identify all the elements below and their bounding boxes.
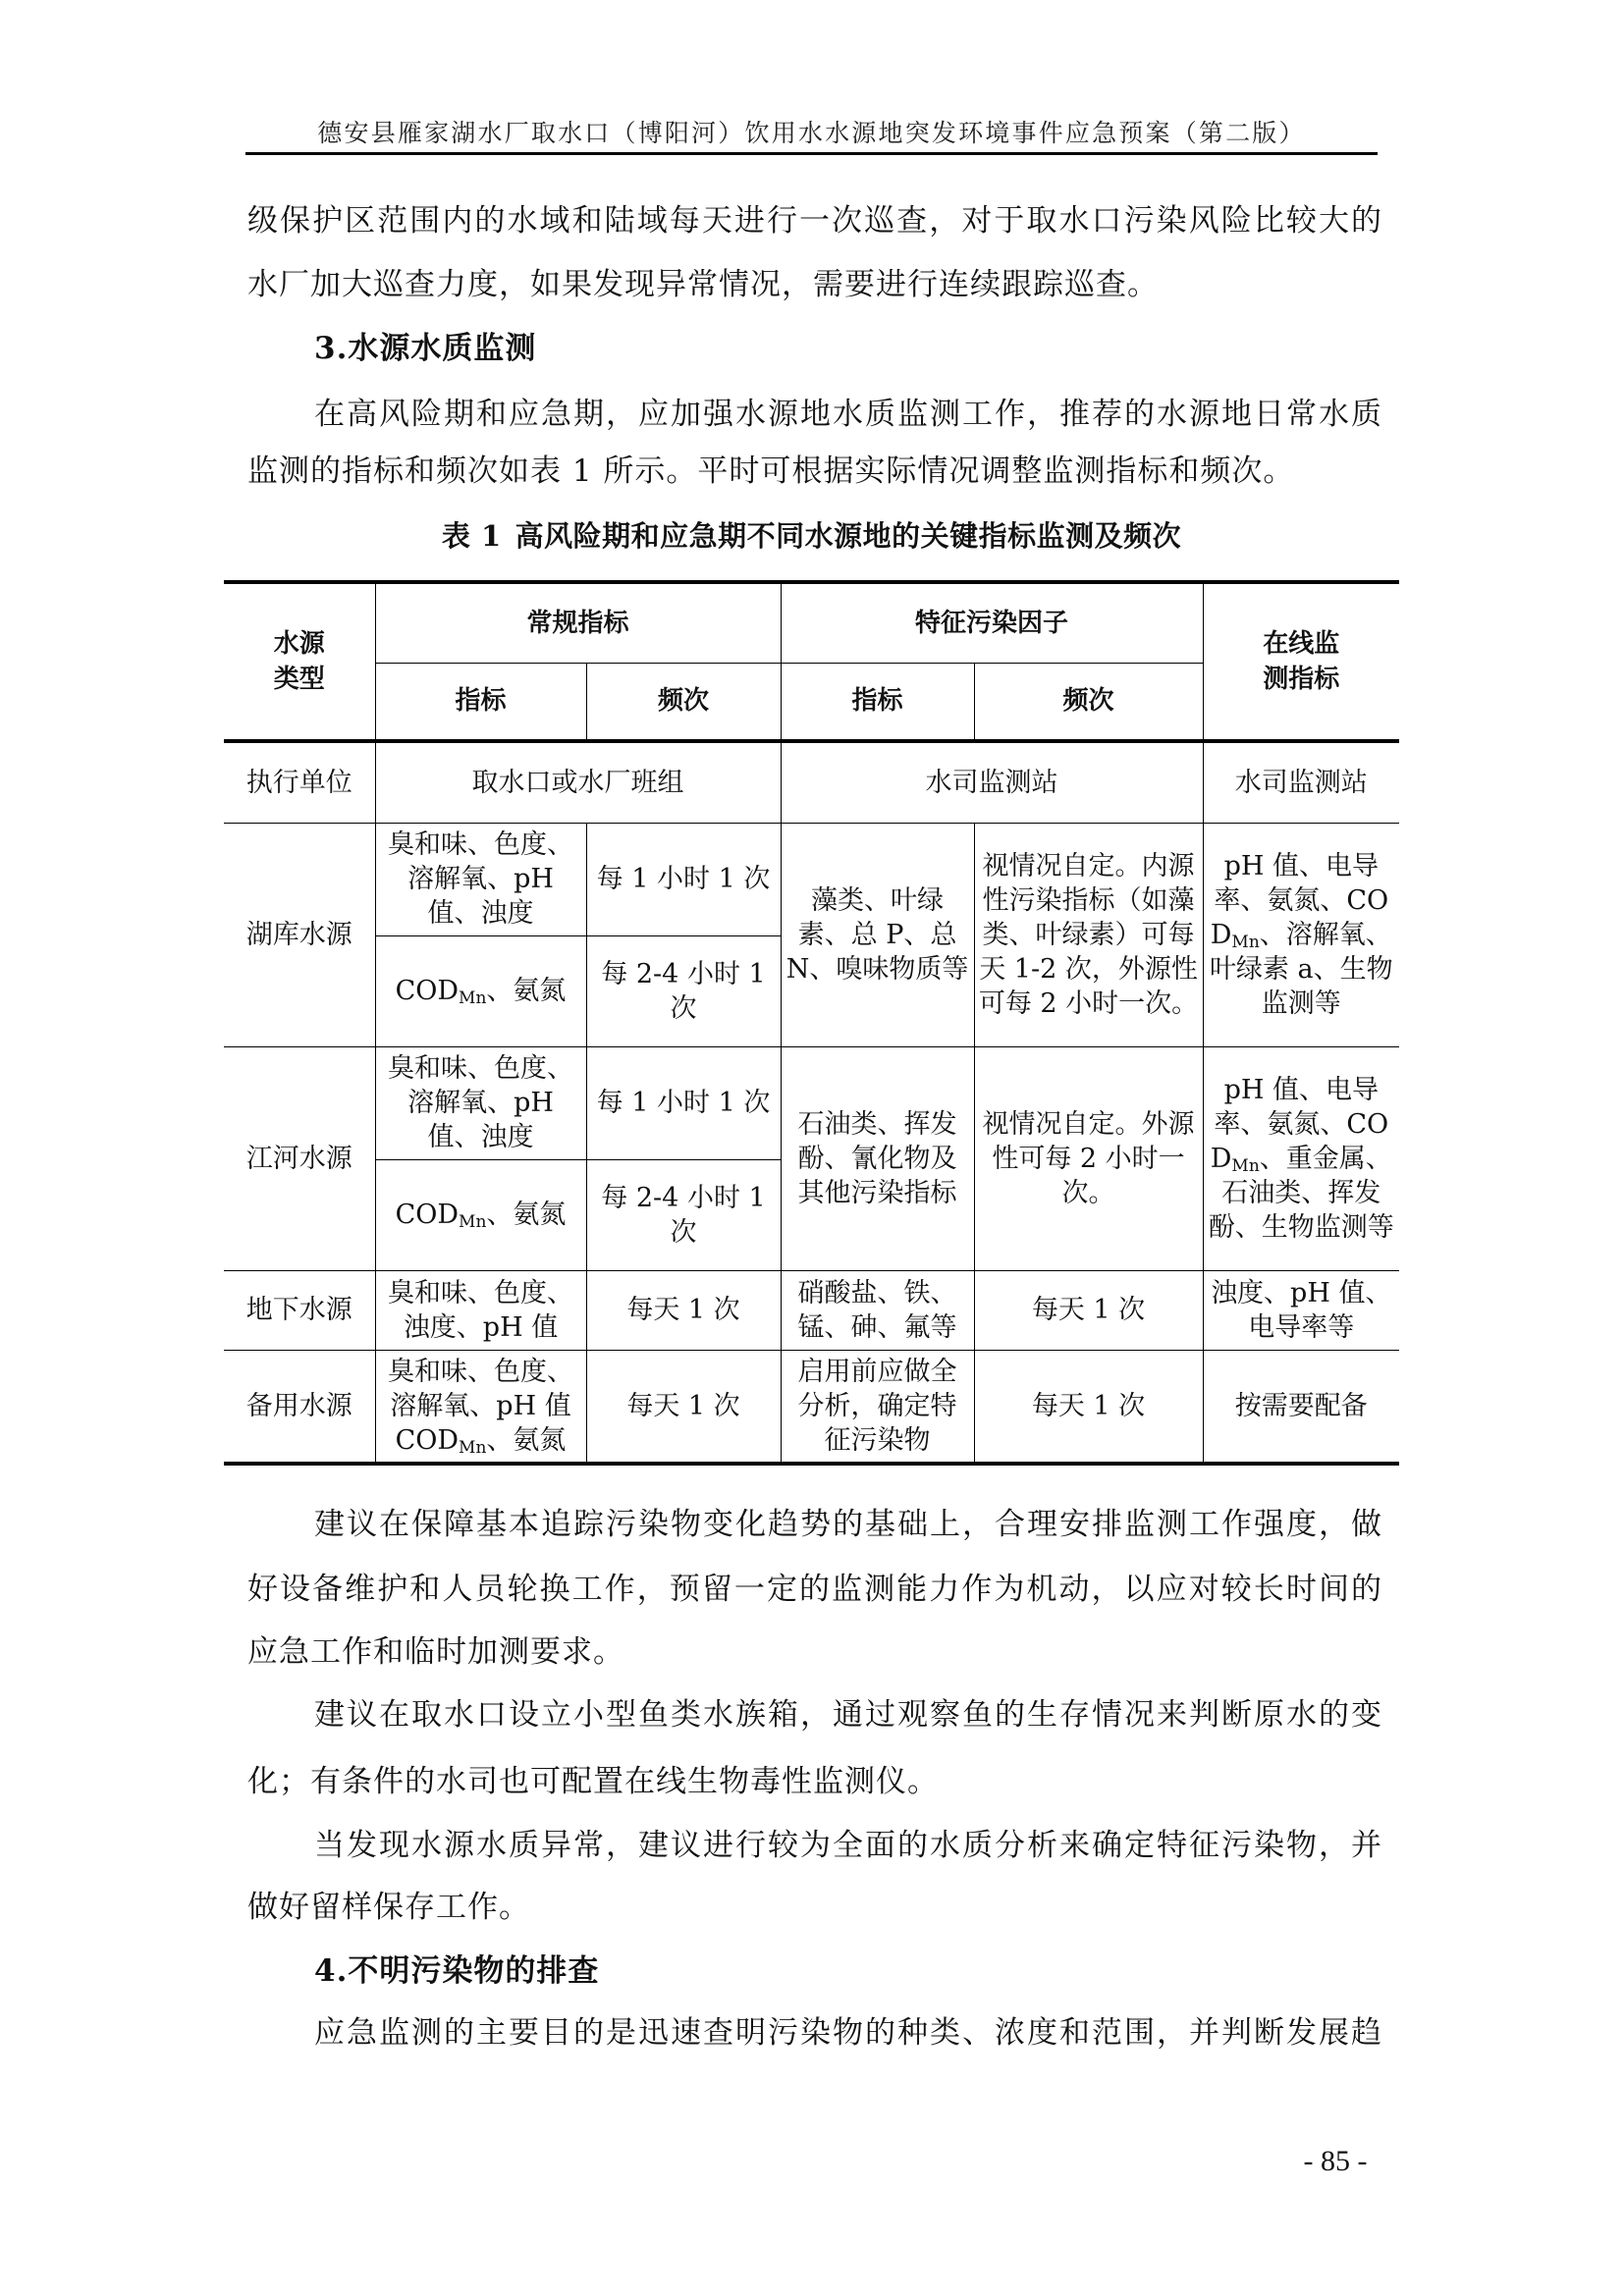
cell-label: 江河水源 bbox=[224, 1046, 375, 1270]
cell-char-frequency: 每天 1 次 bbox=[974, 1270, 1203, 1350]
cell-frequency: 每 1 小时 1 次 bbox=[586, 823, 781, 935]
monitoring-table bbox=[224, 580, 1399, 1466]
table-caption-text: 高风险期和应急期不同水源地的关键指标监测及频次 bbox=[514, 519, 1182, 553]
cell-label: 湖库水源 bbox=[224, 823, 375, 1046]
paragraph-line: 应急工作和临时加测要求。 bbox=[247, 1634, 624, 1670]
paragraph-line: 建议在取水口设立小型鱼类水族箱，通过观察鱼的生存情况来判断原水的变 bbox=[314, 1697, 1382, 1733]
paragraph-line: 级保护区范围内的水域和陆域每天进行一次巡查，对于取水口污染风险比较大的 bbox=[247, 203, 1382, 239]
cell-indicator: $COD_{Mn}$、氨氮 bbox=[375, 935, 586, 1046]
paragraph-line: 当发现水源水质异常，建议进行较为全面的水质分析来确定特征污染物，并 bbox=[314, 1828, 1382, 1863]
header-source-type: 水源类型 bbox=[224, 582, 375, 741]
cell-online: 水司监测站 bbox=[1203, 741, 1399, 823]
cell-char-indicator: 藻类、叶绿素、总 P、总 N、嗅味物质等 bbox=[781, 823, 974, 1046]
paragraph-line: 在高风险期和应急期，应加强水源地水质监测工作，推荐的水源地日常水质 bbox=[314, 397, 1382, 432]
paragraph-line: 做好留样保存工作。 bbox=[247, 1890, 530, 1925]
cell-frequency: 每天 1 次 bbox=[586, 1350, 781, 1464]
paragraph-line: 应急监测的主要目的是迅速查明污染物的种类、浓度和范围，并判断发展趋 bbox=[314, 2015, 1382, 2051]
cell-char-indicator: 硝酸盐、铁、锰、砷、氟等 bbox=[781, 1270, 974, 1350]
section-heading-4: 4.不明污染物的排查 bbox=[314, 1953, 600, 1989]
section-heading-3: 3.水源水质监测 bbox=[314, 331, 537, 366]
cell-char-frequency: 视情况自定。内源性污染指标（如藻类、叶绿素）可每天 1-2 次，外源性可每 2 小时一次。 bbox=[974, 823, 1203, 1046]
cell-indicator: 臭和味、色度、溶解氧、pH 值 $COD_{Mn}$、氨氮 bbox=[375, 1350, 586, 1464]
cell-routine: 取水口或水厂班组 bbox=[375, 741, 781, 823]
page-number: - 85 - bbox=[1303, 2145, 1368, 2177]
cell-frequency: 每 2-4 小时 1 次 bbox=[586, 935, 781, 1046]
header-characteristic: 特征污染因子 bbox=[781, 582, 1203, 663]
table-caption-number: 表 1 bbox=[441, 519, 502, 553]
cell-indicator: 臭和味、色度、浊度、pH 值 bbox=[375, 1270, 586, 1350]
table-row-lake bbox=[224, 823, 1399, 935]
cell-char-indicator: 启用前应做全分析，确定特征污染物 bbox=[781, 1350, 974, 1464]
header-char-frequency: 频次 bbox=[974, 663, 1203, 741]
cell-online: 按需要配备 bbox=[1203, 1350, 1399, 1464]
table-row-ground bbox=[224, 1270, 1399, 1350]
cell-char-indicator: 石油类、挥发酚、氰化物及其他污染指标 bbox=[781, 1046, 974, 1270]
header-routine: 常规指标 bbox=[375, 582, 781, 663]
table-caption bbox=[224, 516, 1399, 556]
paragraph-line: 监测的指标和频次如表 1 所示。平时可根据实际情况调整监测指标和频次。 bbox=[247, 454, 1295, 489]
table-row-backup bbox=[224, 1350, 1399, 1464]
header-online: 在线监测指标 bbox=[1203, 582, 1399, 741]
cell-online: pH 值、电导率、氨氮、$COD_{Mn}$、溶解氧、叶绿素 a、生物监测等 bbox=[1203, 823, 1399, 1046]
cell-online: pH 值、电导率、氨氮、$COD_{Mn}$、重金属、石油类、挥发酚、生物监测等 bbox=[1203, 1046, 1399, 1270]
header-routine-indicator: 指标 bbox=[375, 663, 586, 741]
paragraph-line: 化；有条件的水司也可配置在线生物毒性监测仪。 bbox=[247, 1764, 939, 1799]
header-routine-frequency: 频次 bbox=[586, 663, 781, 741]
cell-frequency: 每天 1 次 bbox=[586, 1270, 781, 1350]
cell-indicator: 臭和味、色度、溶解氧、pH 值、浊度 bbox=[375, 823, 586, 935]
cell-label: 地下水源 bbox=[224, 1270, 375, 1350]
cell-char-frequency: 每天 1 次 bbox=[974, 1350, 1203, 1464]
cell-frequency: 每 2-4 小时 1 次 bbox=[586, 1159, 781, 1270]
table-row-exec bbox=[224, 741, 1399, 823]
cell-char-frequency: 视情况自定。外源性可每 2 小时一次。 bbox=[974, 1046, 1203, 1270]
header-char-indicator: 指标 bbox=[781, 663, 974, 741]
paragraph-line: 水厂加大巡查力度，如果发现异常情况，需要进行连续跟踪巡查。 bbox=[247, 267, 1159, 302]
table-row-river bbox=[224, 1046, 1399, 1159]
cell-label: 备用水源 bbox=[224, 1350, 375, 1464]
cell-online: 浊度、pH 值、电导率等 bbox=[1203, 1270, 1399, 1350]
header-rule bbox=[245, 152, 1378, 155]
cell-characteristic: 水司监测站 bbox=[781, 741, 1203, 823]
page-header: 德安县雁家湖水厂取水口（博阳河）饮用水水源地突发环境事件应急预案（第二版） bbox=[317, 119, 1306, 147]
cell-label: 执行单位 bbox=[224, 741, 375, 823]
paragraph-line: 好设备维护和人员轮换工作，预留一定的监测能力作为机动，以应对较长时间的 bbox=[247, 1572, 1382, 1607]
cell-indicator: $COD_{Mn}$、氨氮 bbox=[375, 1159, 586, 1270]
cell-frequency: 每 1 小时 1 次 bbox=[586, 1046, 781, 1159]
cell-indicator: 臭和味、色度、溶解氧、pH 值、浊度 bbox=[375, 1046, 586, 1159]
paragraph-line: 建议在保障基本追踪污染物变化趋势的基础上，合理安排监测工作强度，做 bbox=[314, 1507, 1382, 1542]
